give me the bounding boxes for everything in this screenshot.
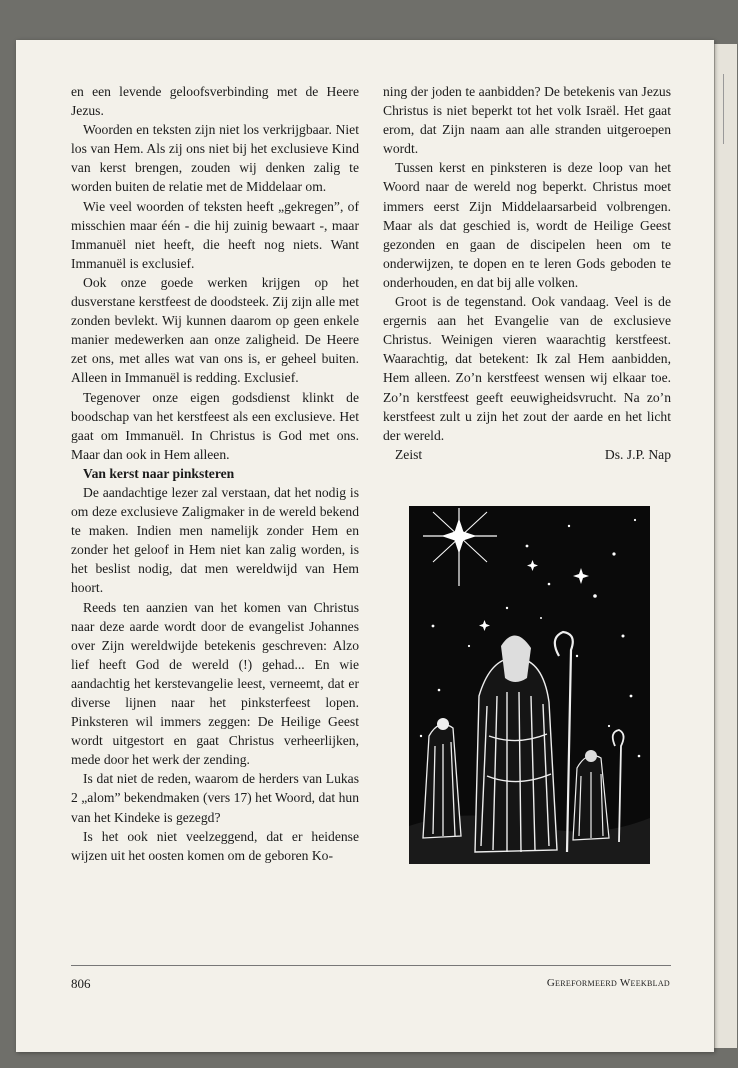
paragraph: Is dat niet de reden, waarom de herders van Lukas 2 „alom” bekendmaken (vers 17) het Woord, dat hun van het Kindeke is gezegd? <box>71 771 359 825</box>
left-column <box>71 82 359 865</box>
journal-title: Gereformeerd Weekblad <box>546 977 670 989</box>
paragraph: en een levende geloofsverbinding met de Heere Jezus. <box>71 84 359 119</box>
paragraph: Ook onze goede werken krijgen op het dusverstane kerstfeest de doodsteek. Zij zijn alle met zonden bevlekt. Wij kunnen daarom op geen enkele manier medewerken aan onze zaligheid. De Heere zet ons, met alles wat van ons is, er geheel buiten. Alleen in Immanuël is redding. Exclusief. <box>71 274 359 386</box>
paragraph: Wie veel woorden of teksten heeft „gekregen”, of misschien maar één - die hij zuinig bewaart -, maar Immanuël niet heeft, die heeft nog niets. Want Immanuël is exclusief. <box>71 198 359 271</box>
signature-author: Ds. J.P. Nap <box>604 446 671 462</box>
page-number: 806 <box>71 976 91 991</box>
next-page-edge <box>714 44 737 1048</box>
shepherds-under-star-illustration <box>409 506 650 864</box>
paragraph: Is het ook niet veelzeggend, dat er heidense wijzen uit het oosten komen om de geboren Ko- <box>71 828 359 863</box>
paragraph: Woorden en teksten zijn niet los verkrijgbaar. Niet los van Hem. Als zij ons niet bij het exclusieve Kind van kerst brengen, zouden wij denken zalig te worden buiten de relatie met de Middelaar om. <box>71 122 359 195</box>
paragraph: Tussen kerst en pinksteren is deze loop van het Woord naar de wereld nog beperkt. Christus moet immers eerst Zijn Middelaarsarbeid volbrengen. Maar als dat geschied is, wordt de Heilige Geest gezonden en gaan de discipelen heen om te onderwijzen, te dopen en te leren Gods geboden te onderhouden, en dat bij alle volken. <box>383 160 671 290</box>
paragraph: Tegenover onze eigen godsdienst klinkt de boodschap van het kerstfeest als een exclusieve. Het gaat om Immanuël. In Christus is God met ons. Maar dan ook in Hem alleen. <box>71 389 359 462</box>
paragraph: ning der joden te aanbidden? De betekenis van Jezus Christus is niet beperkt tot het volk Israël. Het gaat erom, dat Zijn naam aan alle stranden uitgeroepen wordt. <box>383 84 671 157</box>
section-heading: Van kerst naar pinksteren <box>83 465 235 481</box>
signature-line <box>383 445 671 464</box>
paragraph: De aandachtige lezer zal verstaan, dat het nodig is om deze exclusieve Zaligmaker in de wereld bekend te maken. Indien men namelijk zonder Hem en zonder het geloof in Hem niet kan zalig worden, is het beslist nodig, dat men wereldwijd van Hem hoort. <box>71 484 359 596</box>
right-column <box>383 82 671 464</box>
paragraph: Reeds ten aanzien van het komen van Christus naar deze aarde wordt door de evangelist Johannes over Zijn wereldwijde betekenis geschreven: Alzo lief heeft God de wereld (!) gehad... En wie aandachtig het kerstevangelie leest, verneemt, dat er diverse lijnen naar het pinksterfeest lopen. Pinksteren wil immers zeggen: De Heilige Geest wordt uitgestort en gaat Christus verheerlijken, mede door het werk der zending. <box>71 599 359 768</box>
footer-rule <box>71 965 671 966</box>
paragraph: Groot is de tegenstand. Ook vandaag. Veel is de ergernis aan het Evangelie van de exclusieve Christus. Weinigen vieren waarachtig kerstfeest. Waarachtig, dat betekent: Ik zal Hem aanbidden, Hem alleen. Zo’n kerstfeest wensen wij elkaar toe. Zo’n kerstfeest geeft eeuwigheidsvrucht. Na zo’n kerstfeest zult u zijn het zout der aarde en het licht der wereld. <box>383 294 671 443</box>
signature-place: Zeist <box>395 446 423 462</box>
